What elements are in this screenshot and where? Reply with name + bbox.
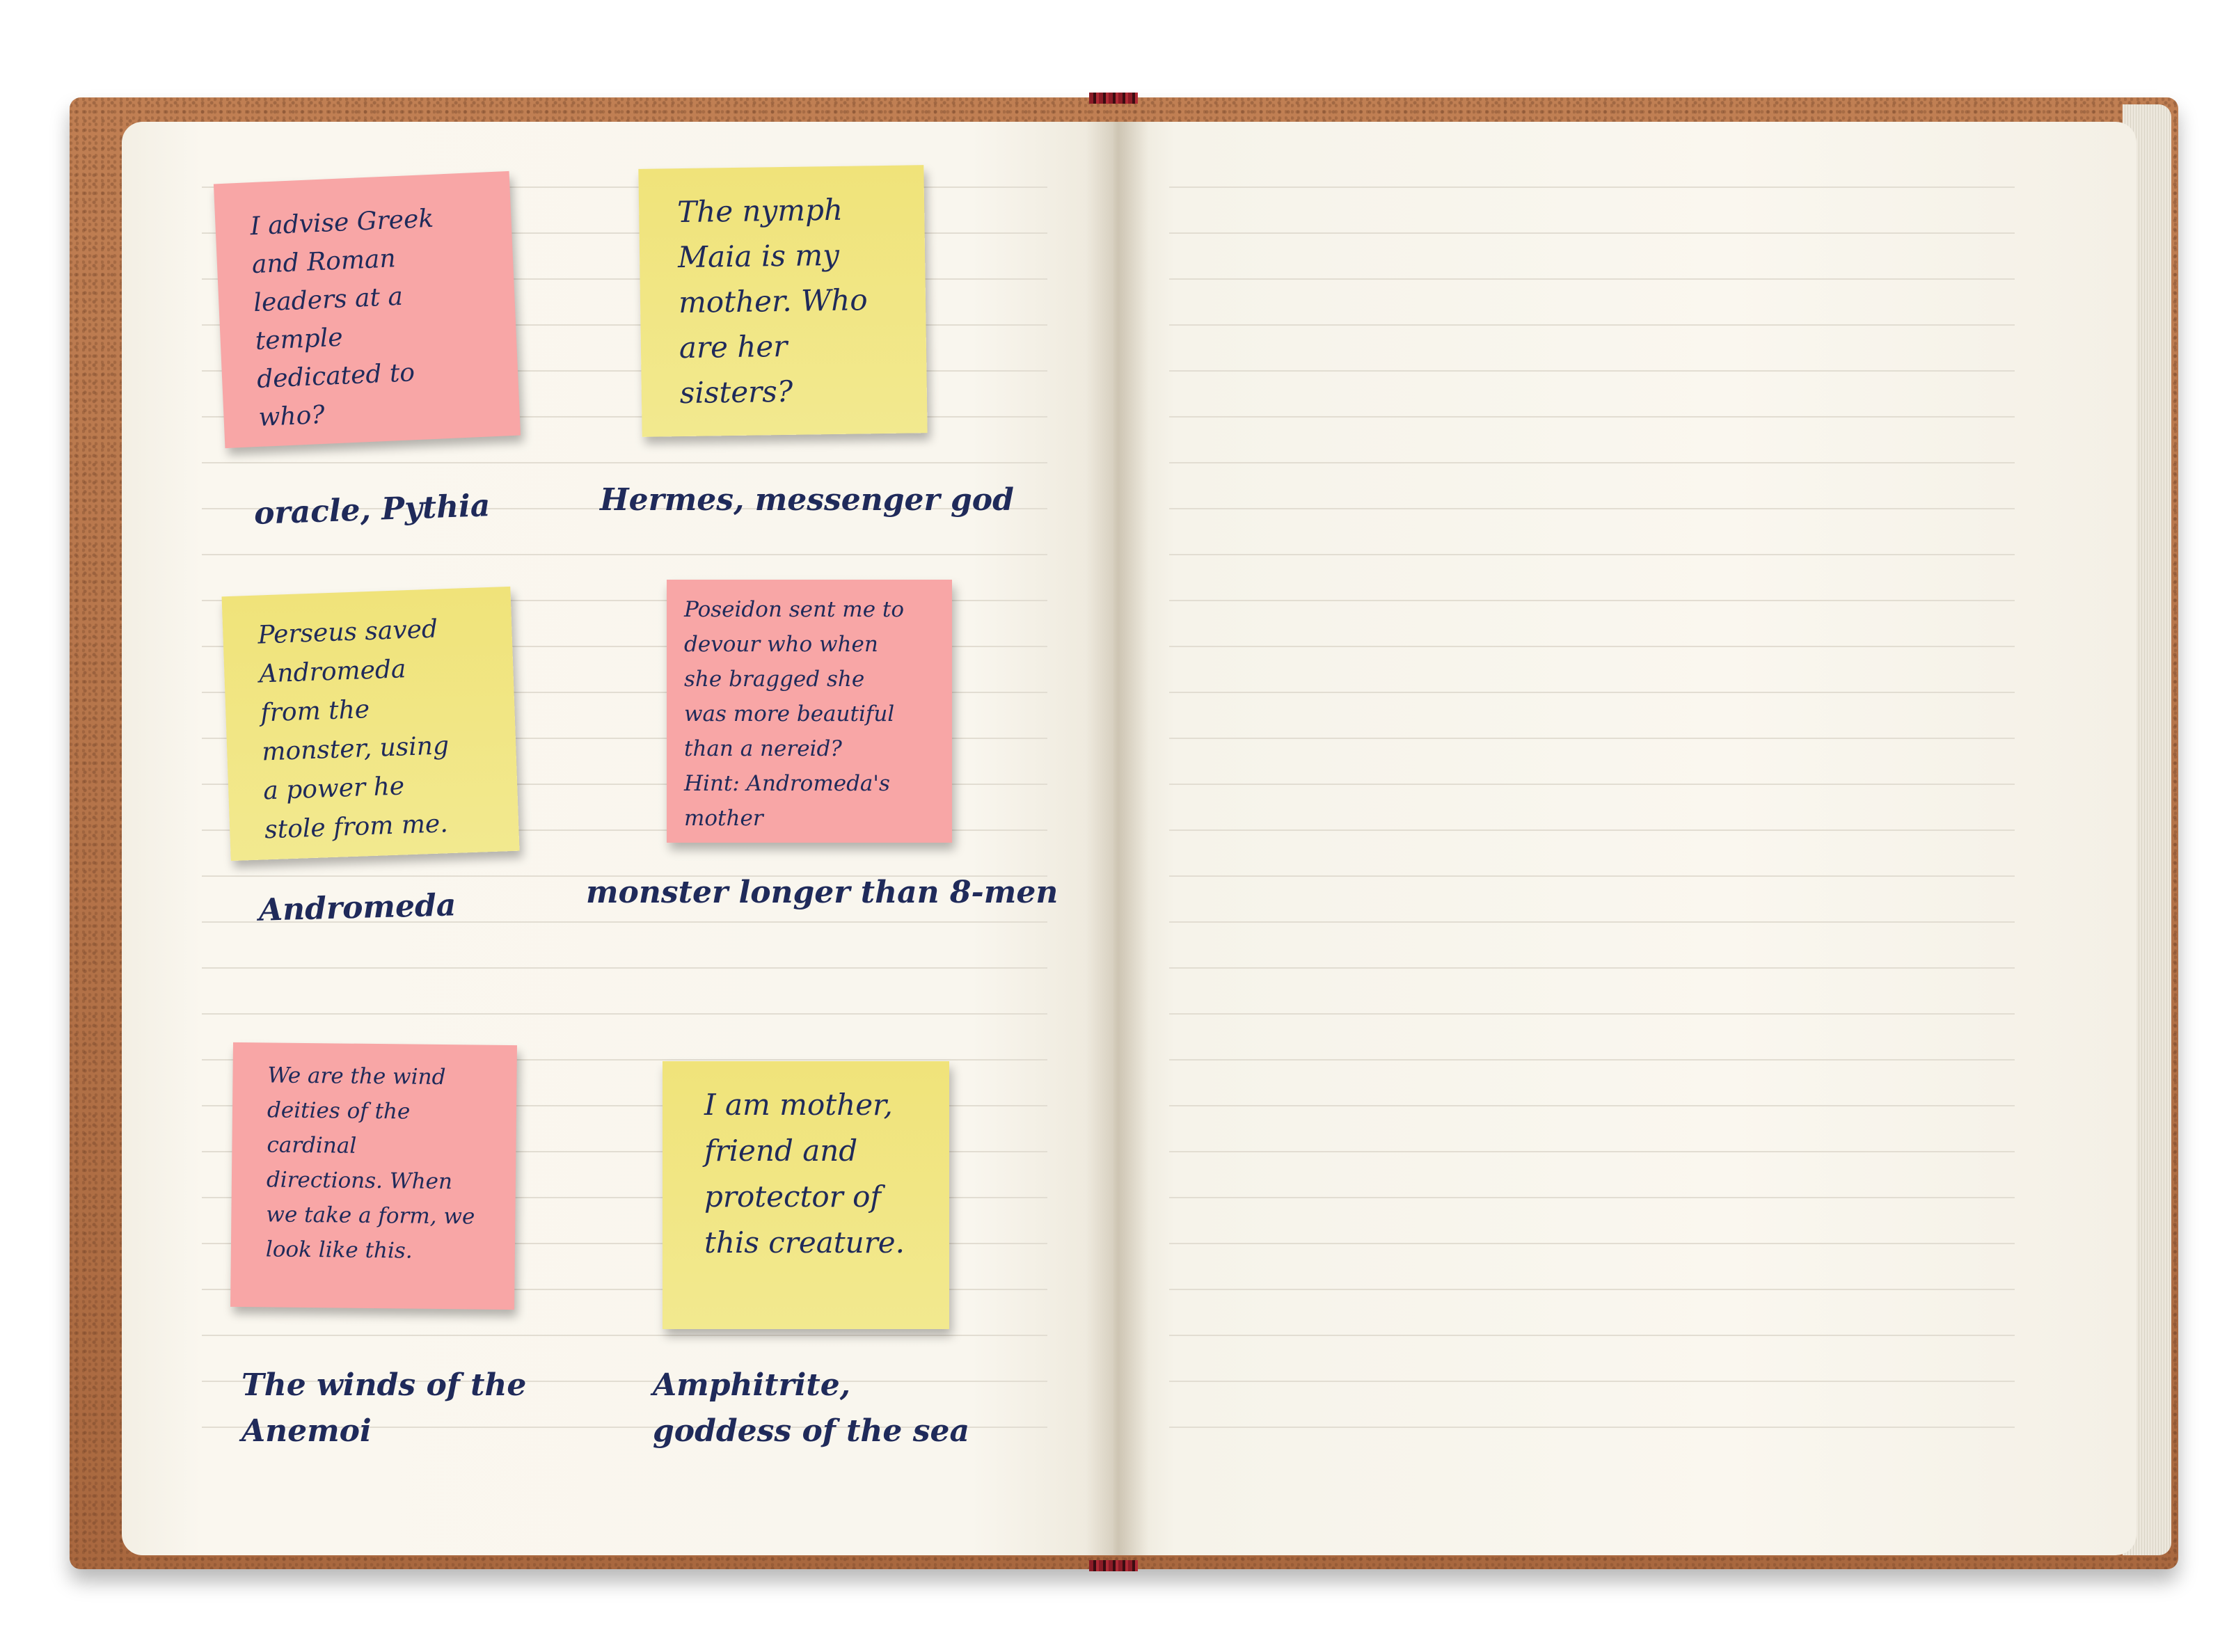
ruled-line [202,1335,1047,1336]
ruled-line [1169,967,2015,969]
sticky-note-hermes [638,165,927,437]
sticky-note-text: The nymph Maia is my mother. Who are her sisters? [676,192,868,411]
book-gutter [1086,122,1148,1555]
answer-monster: monster longer than 8-men [586,875,1058,910]
answer-anemoi: The winds of the Anemoi [241,1367,527,1449]
sticky-note-text: We are the wind deities of the cardinal directions. When we take a form, we look like this. [265,1063,475,1264]
ruled-line [1169,921,2015,923]
answer-oracle: oracle, Pythia [253,488,491,532]
sticky-note-amphitrite [663,1061,949,1329]
ruled-line [1169,738,2015,739]
sticky-note-text: I advise Greek and Roman leaders at a temple dedicated to who? [249,204,434,432]
ruled-line [1169,1059,2015,1061]
sticky-note-text: Poseidon sent me to devour who when she bragged she was more beautiful than a nereid? Hint: Andromeda's mother [684,597,905,831]
sticky-note-anemoi [230,1042,517,1310]
spine-bookmark-top [1089,93,1138,104]
answer-andromeda: Andromeda [258,887,457,928]
ruled-line [1169,324,2015,326]
ruled-line [1169,232,2015,234]
sticky-note-text: Perseus saved Andromeda from the monster, using a power he stole from me. [257,614,450,845]
ruled-line [202,554,1047,555]
ruled-line [202,967,1047,969]
spine-bookmark-bottom [1089,1560,1138,1571]
answer-hermes: Hermes, messenger god [600,482,1014,518]
ruled-line [1169,1289,2015,1290]
ruled-line [1169,416,2015,418]
answer-amphitrite: Amphitrite, goddess of the sea [653,1367,969,1449]
ruled-line [1169,370,2015,372]
ruled-line [1169,829,2015,831]
ruled-line [1169,1105,2015,1106]
ruled-line [1169,784,2015,785]
ruled-line [202,462,1047,463]
ruled-line [1169,1381,2015,1382]
ruled-line [1169,1427,2015,1428]
ruled-line [1169,508,2015,509]
ruled-line [1169,1013,2015,1015]
ruled-line [202,1013,1047,1015]
ruled-line [1169,1335,2015,1336]
ruled-line [1169,1243,2015,1244]
ruled-line [1169,278,2015,280]
ruled-line [1169,554,2015,555]
ruled-line [1169,692,2015,693]
sticky-note-perseus [221,587,519,861]
ruled-line [1169,600,2015,601]
ruled-line [1169,1151,2015,1152]
sticky-note-oracle [214,171,521,448]
right-page [1113,122,2136,1555]
ruled-line [1169,1197,2015,1198]
ruled-line [1169,186,2015,188]
ruled-line [1169,875,2015,877]
sticky-note-text: I am mother, friend and protector of this creature. [704,1088,905,1260]
sticky-note-poseidon [667,580,952,843]
ruled-line [1169,646,2015,647]
ruled-line [1169,462,2015,463]
